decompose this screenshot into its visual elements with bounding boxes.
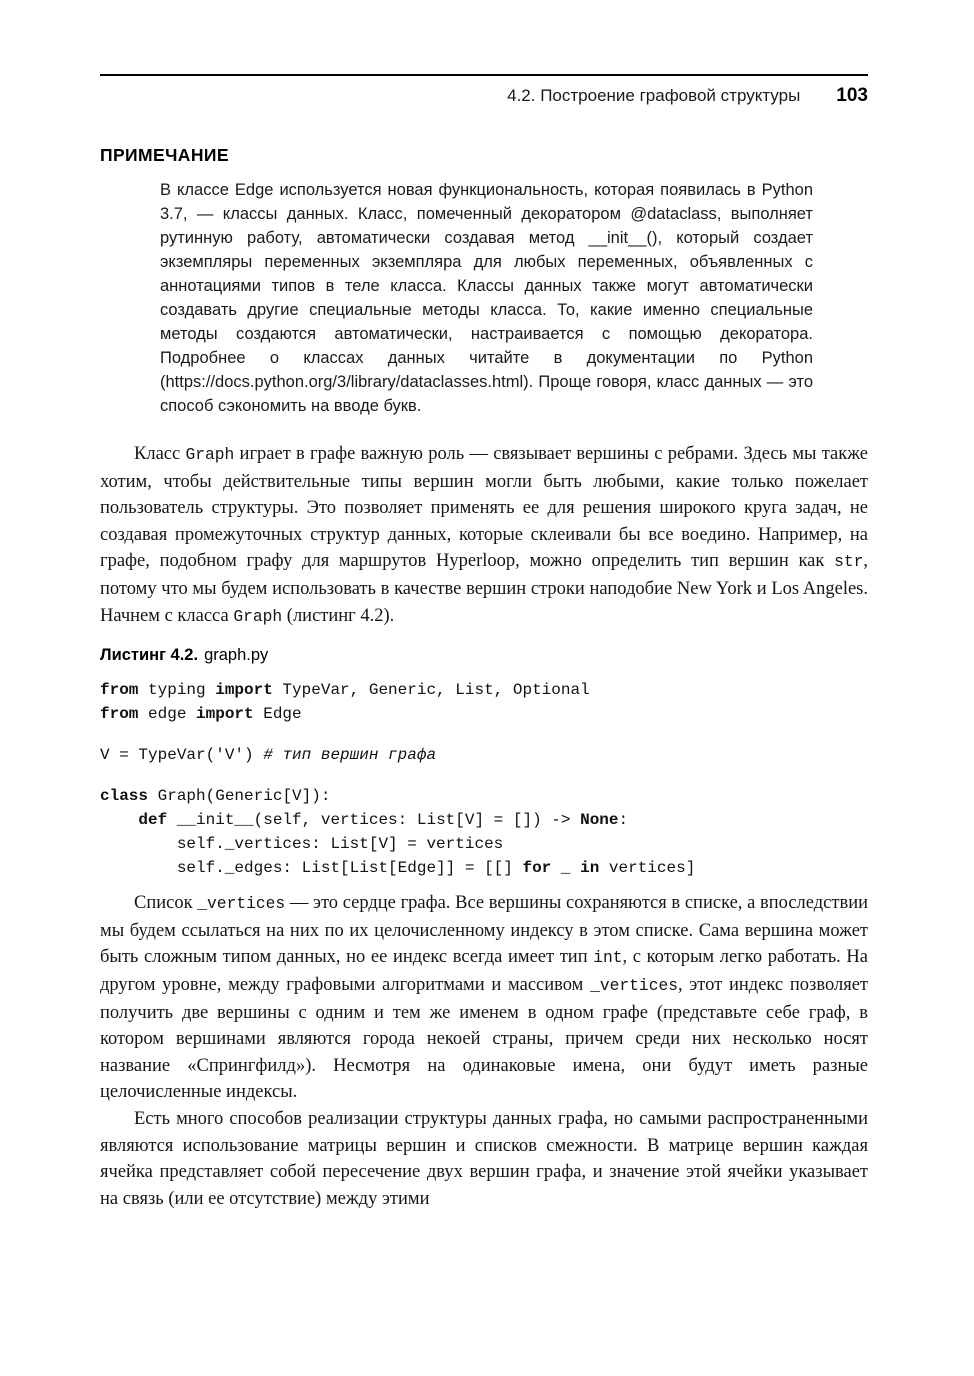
code-line [100,832,868,856]
code-text [100,811,138,829]
inline-code: _vertices [590,975,678,995]
note-body [160,178,813,418]
listing-filename: graph.py [204,646,269,665]
text-segment: используется новая функциональность, которая появилась в Python 3.7, — классы данных. Класс, помеченный декоратором @dataclass, выполняет рутинную работу, автоматически создавая метод __init__(), который создает экземпляры переменных экземпляра для любых переменных, объявленных с аннотациями типов в теле класса. Классы данных также могут автоматически создавать другие специальные методы класса. То, какие именно специальные методы создаются автоматически, настраивается с помощью декоратора. Подробнее о классах данных читайте в документации по Python (https://docs.python.org/3/library/dataclasses.html). Проще говоря, класс данных — это способ сэкономить на вводе букв. [160,181,813,415]
code-line [100,784,868,808]
code-text: __init__(self, vertices: List[V] = []) -> [167,811,581,830]
text-segment: , этот индекс позволяет получить две вершины с одним и тем же именем в одном графе (представьте себе граф, в котором вершинами являются города некоей страны, причем среди них несколько носят название «Спрингфилд»). Несмотря на одинаковые имена, они будут иметь разные целочисленные индексы. [100,974,868,1103]
code-text: self._vertices: List[V] = vertices [100,835,504,854]
code-text: V = TypeVar('V') [100,746,264,765]
code-keyword: class [100,787,149,806]
code-line [100,702,868,726]
text-segment: , с которым легко работать. На другом уровне, между графовыми алгоритмами и массивом [100,947,868,995]
note-section [100,145,868,418]
inline-code: Graph [233,606,283,626]
running-head [100,74,868,107]
code-line [100,808,868,832]
code-keyword: import [196,705,254,724]
text-segment: Edge [234,181,274,199]
body-paragraph [100,1106,868,1212]
text-segment: играет в графе важную роль — связывает вершины с ребрами. Здесь мы также хотим, чтобы действительные типы вершин могли быть любыми, какие только пожелает пользователь структуры. Это позволяет применять ее для решения широкого круга задач, не создавая промежуточных структур данных, которые склеивали бы все воедино. Например, на графе, подобном графу для маршрутов Hyperloop, можно определить тип вершин как [100,444,868,572]
body-paragraph [100,890,868,1106]
code-line [100,767,868,784]
inline-code: Graph [185,445,235,464]
text-segment: (листинг 4.2). [282,605,395,626]
code-line [100,856,868,880]
code-listing [100,678,868,880]
header-line [100,76,868,107]
page-number: 103 [836,85,868,106]
note-heading: ПРИМЕЧАНИЕ [100,145,229,165]
text-segment: , потому что мы будем использовать в качестве вершин строки наподобие New York и Los Angeles. Начнем с класса [100,551,868,626]
code-keyword: from [100,705,139,724]
code-line [100,726,868,743]
code-text: vertices] [599,859,696,878]
listing-caption [100,646,868,665]
code-keyword: def [138,811,168,830]
code-line [100,678,868,702]
code-line [100,743,868,767]
code-text: self._edges: List[List[Edge]] = [[] [100,859,523,878]
code-text: typing [138,681,216,700]
code-text: TypeVar, Generic, List, Optional [272,681,590,700]
code-text: : [618,811,629,830]
inline-code: _vertices [197,894,286,914]
code-keyword: for [522,859,552,878]
code-text: _ [551,859,581,878]
text-segment: Есть много способов реализации структуры данных графа, но самыми распространенными являются использование матрицы вершин и списков смежности. В матрице вершин каждая ячейка представляет собой пересечение двух вершин графа, и значение этой ячейки указывает на связь (или ее отсутствие) между этими [100,1108,868,1209]
code-keyword: None [580,811,619,830]
code-keyword: from [100,681,139,700]
text-segment: В классе [160,181,235,199]
code-text: Graph(Generic[V]): [148,787,331,806]
chapter-title: 4.2. Построение графовой структуры [507,86,801,105]
code-text: Edge [253,705,302,724]
listing-label: Листинг 4.2. [100,646,199,665]
inline-code: int [593,948,623,968]
inline-code: str [834,552,864,572]
code-keyword: in [580,859,600,878]
body-paragraph [100,441,868,630]
text-segment: Список [134,893,198,914]
code-keyword: import [215,681,273,700]
text-segment: — это сердце графа. Все вершины сохраняются в списке, а впоследствии мы будем ссылаться на них по их целочисленному индексу в этом списке. Сама вершина может быть сложным типом данных, но ее индекс всегда имеет тип [100,893,868,968]
code-comment: # тип вершин графа [263,746,437,765]
text-segment: Класс [134,444,186,464]
code-text: edge [138,705,197,724]
